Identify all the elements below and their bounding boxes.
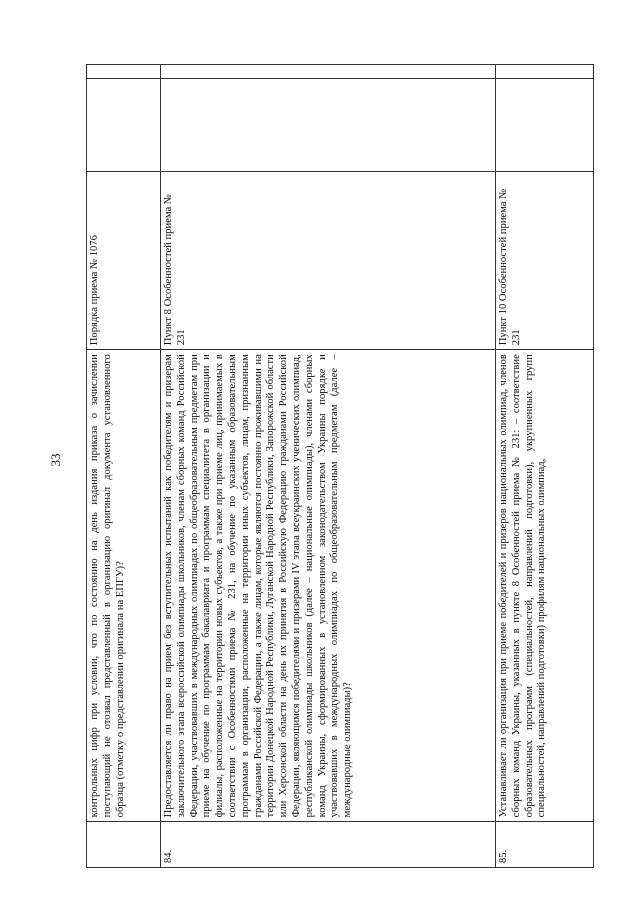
- empty-cell: [161, 78, 496, 171]
- empty-cell: [87, 65, 161, 79]
- table-row: [496, 65, 594, 868]
- table-row: [161, 65, 496, 868]
- question-cell: Предоставляется ли право на прием без вступительных испытаний как победителям и призерам заключительного этапа всероссийской олимпиады школьников, членам сборных команд Российской Федерации, участвовавших в международных олимпиадах по общеобразовательным предметам при приеме на обучение по программам бакалавриата и программам специалитета в организации и филиалы, расположенные на территории новых субъектов, а также при приеме лиц, принимаемых в соответствии с Особенностями приема № 231, на обучение по указанным образовательным программам в организации, расположенные на территории иных субъектов, лицам, признанным гражданами Российской Федерации, а также лицам, которые являются постоянно проживавшими на территории Донецкой Народной Республики, Луганской Народной Республики, Запорожской области или Херсонской области на день их принятия в Российскую Федерацию гражданами Российской Федерации, являющимся победителями и призерами IV этапа всеукраинских ученических олимпиад, республиканской олимпиады школьников (далее – национальные олимпиады), членами сборных команд Украины, сформированных в установленном законодательством Украины порядке и участвовавших в международных олимпиадах по общеобразовательным предметам (далее – международные олимпиады)?: [161, 350, 496, 822]
- empty-cell: [496, 65, 594, 79]
- source-cell: Пункт 8 Особенностей приема № 231: [161, 171, 496, 350]
- source-cell: Порядка приема № 1076: [87, 171, 161, 350]
- row-number: 85.: [496, 822, 594, 868]
- empty-cell: [87, 78, 161, 171]
- source-cell: Пункт 10 Особенностей приема № 231: [496, 171, 594, 350]
- empty-cell: [496, 78, 594, 171]
- row-number: [87, 822, 161, 868]
- question-cell: контрольных цифр при условии, что по состоянию на день издания приказа о зачислении поступающий не отозвал представленный в организацию оригинал документа установленного образца (отметку о представлении оригинала на ЕПГУ)?: [87, 350, 161, 822]
- table-row: [87, 65, 161, 868]
- row-number: 84.: [161, 822, 496, 868]
- requirements-table: [86, 64, 594, 868]
- page-number: 33: [48, 453, 63, 467]
- empty-cell: [161, 65, 496, 79]
- question-cell: Устанавливает ли организация при приеме победителей и призеров национальных олимпиад, членов сборных команд Украины, указанных в пункте 8 Особенностей приема № 231: – соответствие образовательных программ (специальностей, направлений подготовки), укрупненных групп специальностей, направлений подготовки) профилям национальных олимпиад,: [496, 350, 594, 822]
